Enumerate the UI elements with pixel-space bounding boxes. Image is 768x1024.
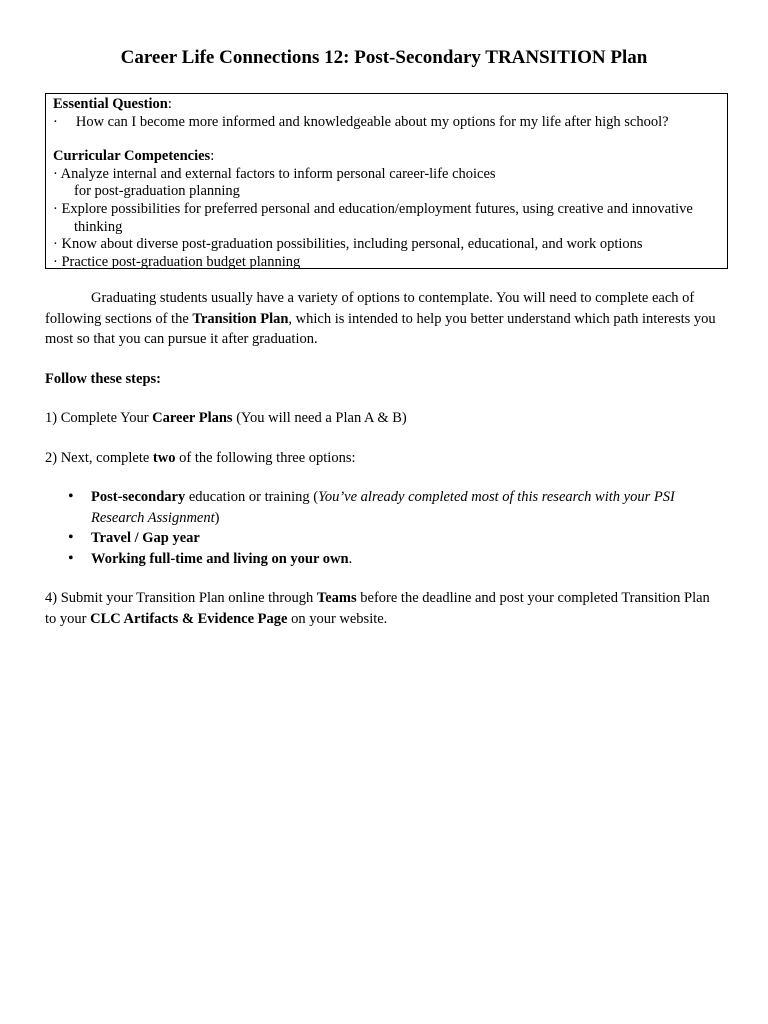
option-1-italic: You’ve already completed most of this research with your PSI Research Assignment xyxy=(91,489,675,526)
competency-text: Know about diverse post-graduation possibilities, including personal, educational, and work options xyxy=(61,236,643,253)
step-4-suffix: on your website. xyxy=(287,610,388,627)
intro-paragraph xyxy=(45,288,723,350)
competency-text-continued: for post-graduation planning xyxy=(74,183,240,200)
step-1-bold: Career Plans xyxy=(152,410,233,426)
step-4-middle: before the deadline and post your completed Transition Plan to your xyxy=(45,590,710,627)
competency-item xyxy=(53,254,721,272)
document-body xyxy=(45,288,723,629)
step-1-prefix: 1) Complete Your xyxy=(45,410,153,426)
essential-question-item xyxy=(53,114,721,132)
competency-item xyxy=(53,166,721,201)
step-4 xyxy=(45,588,723,629)
step-1 xyxy=(45,408,723,429)
option-post-secondary xyxy=(68,487,723,528)
competency-text: Explore possibilities for preferred personal and education/employment futures, using creative and innovative xyxy=(61,200,693,217)
essential-question-colon: : xyxy=(167,96,172,112)
competency-text: Practice post-graduation budget planning xyxy=(61,253,301,270)
essential-question-heading-line xyxy=(53,96,721,114)
option-1-bold: Post-secondary xyxy=(91,489,186,505)
competencies-heading: Curricular Competencies xyxy=(53,148,211,165)
competency-bullet: · xyxy=(53,165,58,182)
option-3-suffix: . xyxy=(348,550,353,567)
option-working xyxy=(68,549,723,570)
bullet-icon: • xyxy=(68,529,74,546)
step-2-suffix: of the following three options: xyxy=(175,449,356,466)
competency-bullet: · xyxy=(53,200,58,217)
competency-text-continued: thinking xyxy=(74,218,123,235)
option-2-bold: Travel / Gap year xyxy=(91,530,200,546)
competency-item xyxy=(53,201,721,236)
competency-bullet: · xyxy=(53,253,58,270)
step-4-prefix: 4) Submit your Transition Plan online through xyxy=(45,590,317,606)
steps-heading: Follow these steps: xyxy=(45,370,161,387)
option-3-bold: Working full-time and living on your own xyxy=(91,550,349,567)
page-title: Career Life Connections 12: Post-Secondary TRANSITION Plan xyxy=(120,47,648,68)
option-travel xyxy=(68,528,723,549)
bullet-icon: • xyxy=(68,488,74,505)
step-2 xyxy=(45,448,723,469)
competency-bullet: · xyxy=(53,236,58,253)
option-1-text: education or training ( xyxy=(185,489,319,505)
essential-question-text: How can I become more informed and knowledgeable about my options for my life after high school? xyxy=(75,113,669,130)
bullet-icon: • xyxy=(68,549,74,567)
intro-bold-text: Transition Plan xyxy=(192,310,289,327)
competency-item xyxy=(53,236,721,254)
essential-question-heading: Essential Question xyxy=(53,96,168,112)
essential-question-bullet: · xyxy=(53,113,58,130)
step-2-bold: two xyxy=(152,449,176,466)
competency-text: Analyze internal and external factors to inform personal career-life choices xyxy=(60,165,496,182)
competencies-colon: : xyxy=(210,148,215,165)
intro-text: Graduating students usually have a variety of options to contemplate. You will need to complete each of following sections of the xyxy=(45,290,695,327)
intro-text-end: , which is intended to help you better understand which path interests you most so that you can pursue it after graduation. xyxy=(45,310,716,347)
options-list xyxy=(45,487,723,569)
step-1-suffix: (You will need a Plan A & B) xyxy=(232,410,407,426)
step-4-bold-page: CLC Artifacts & Evidence Page xyxy=(90,610,288,627)
step-2-prefix: 2) Next, complete xyxy=(45,449,153,466)
competencies-box xyxy=(45,93,728,269)
competencies-heading-line xyxy=(53,148,721,166)
step-4-bold-teams: Teams xyxy=(316,590,357,606)
option-1-close: ) xyxy=(214,509,220,526)
